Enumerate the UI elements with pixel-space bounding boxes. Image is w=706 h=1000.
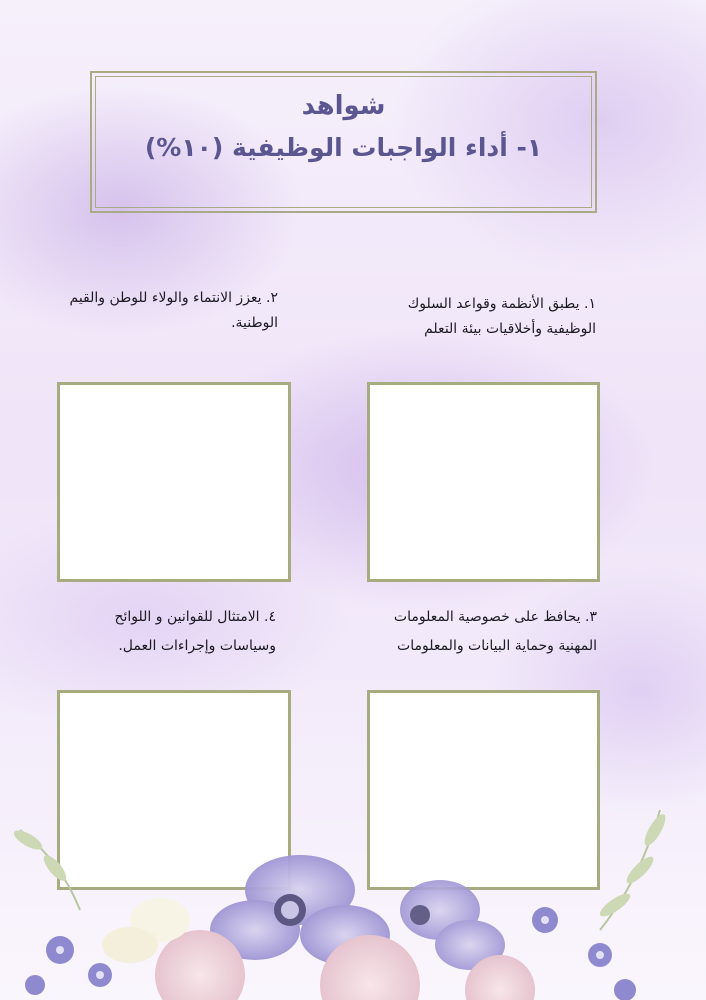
evidence-item-1-text: ١. يطبق الأنظمة وقواعد السلوك الوظيفية وأخلاقيات بيئة التعلم bbox=[407, 296, 596, 337]
floral-decoration bbox=[0, 770, 706, 1000]
title-frame bbox=[90, 71, 597, 213]
evidence-photo-box-1[interactable] bbox=[367, 382, 600, 582]
page-title: شواهد bbox=[301, 91, 386, 121]
title-frame-inner bbox=[95, 76, 592, 208]
evidence-item-2-text: ٢. يعزز الانتماء والولاء للوطن والقيم الوطنية. bbox=[69, 290, 278, 331]
evidence-item-4-text: ٤. الامتثال للقوانين و اللوائح وسياسات وإجراءات العمل. bbox=[114, 609, 276, 654]
evidence-item-3-text: ٣. يحافظ على خصوصية المعلومات المهنية وحماية البيانات والمعلومات bbox=[393, 609, 597, 654]
evidence-photo-box-2[interactable] bbox=[57, 382, 291, 582]
page-subtitle: ١- أداء الواجبات الوظيفية (١٠%) bbox=[144, 133, 543, 162]
